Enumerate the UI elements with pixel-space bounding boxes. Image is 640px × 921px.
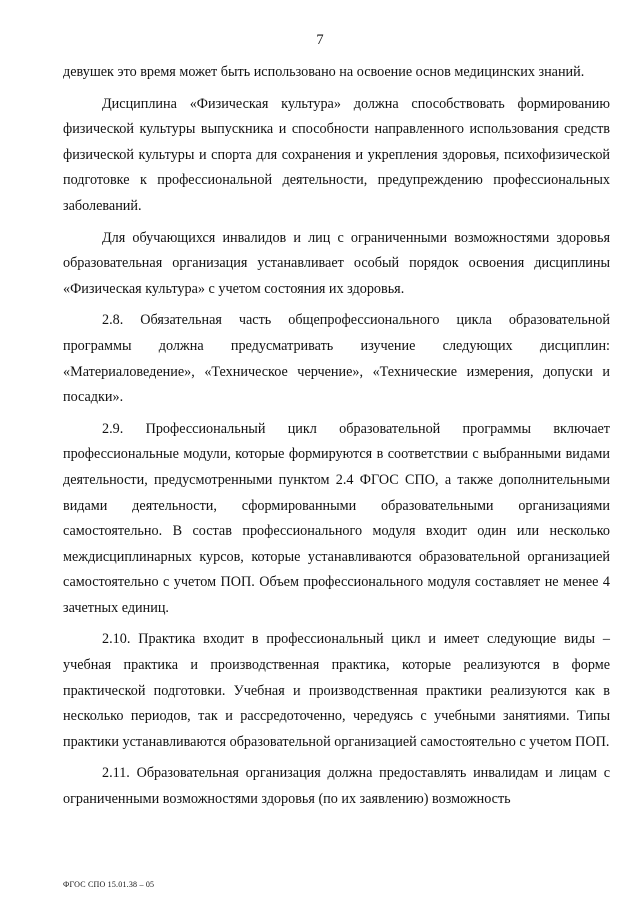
paragraph-continuation: девушек это время может быть использовано на освоение основ медицинских знаний. [63, 64, 585, 80]
paragraph-2-10: 2.10. Практика входит в профессиональный цикл и имеет следующие виды – учебная практика и производственная практика, которые реализуются в форме практической подготовки. Учебная и производственная практики реализуются как в несколько периодов, так и рассредоточенно, чередуясь с учебными занятиями. Типы практики устанавливаются образовательной организацией самостоятельно с учетом ПОП. [63, 631, 610, 750]
paragraph-physical-culture: Дисциплина «Физическая культура» должна способствовать формированию физической культуры выпускника и способности направленного использования средств физической культуры и спорта для сохранения и укрепления здоровья, психофизической подготовке к профессиональной деятельности, предупреждению профессиональных заболеваний. [63, 95, 610, 214]
paragraph-2-9: 2.9. Профессиональный цикл образовательной программы включает профессиональные модули, которые формируются в соответствии с выбранными видами деятельности, предусмотренными пунктом 2.4 ФГОС СПО, а также дополнительными видами деятельности, сформированными образовательными организациями самостоятельно. В состав профессионального модуля входит один или несколько междисциплинарных курсов, которые устанавливаются образовательной организацией самостоятельно с учетом ПОП. Объем профессионального модуля составляет не менее 4 зачетных единиц. [63, 420, 610, 616]
paragraph-2-11: 2.11. Образовательная организация должна предоставлять инвалидам и лицам с ограниченными возможностями здоровья (по их заявлению) возможность [63, 765, 610, 808]
page-number: 7 [316, 32, 324, 48]
paragraph-2-8: 2.8. Обязательная часть общепрофессионального цикла образовательной программы должна предусматривать изучение следующих дисциплин: «Материаловедение», «Техническое черчение», «Технические измерения, допуски и посадки». [63, 312, 610, 406]
document-body [63, 60, 610, 813]
footer-document-code: ФГОС СПО 15.01.38 – 05 [63, 880, 155, 889]
paragraph-disabled-students: Для обучающихся инвалидов и лиц с ограниченными возможностями здоровья образовательная организация устанавливает особый порядок освоения дисциплины «Физическая культура» с учетом состояния их здоровья. [63, 229, 610, 297]
